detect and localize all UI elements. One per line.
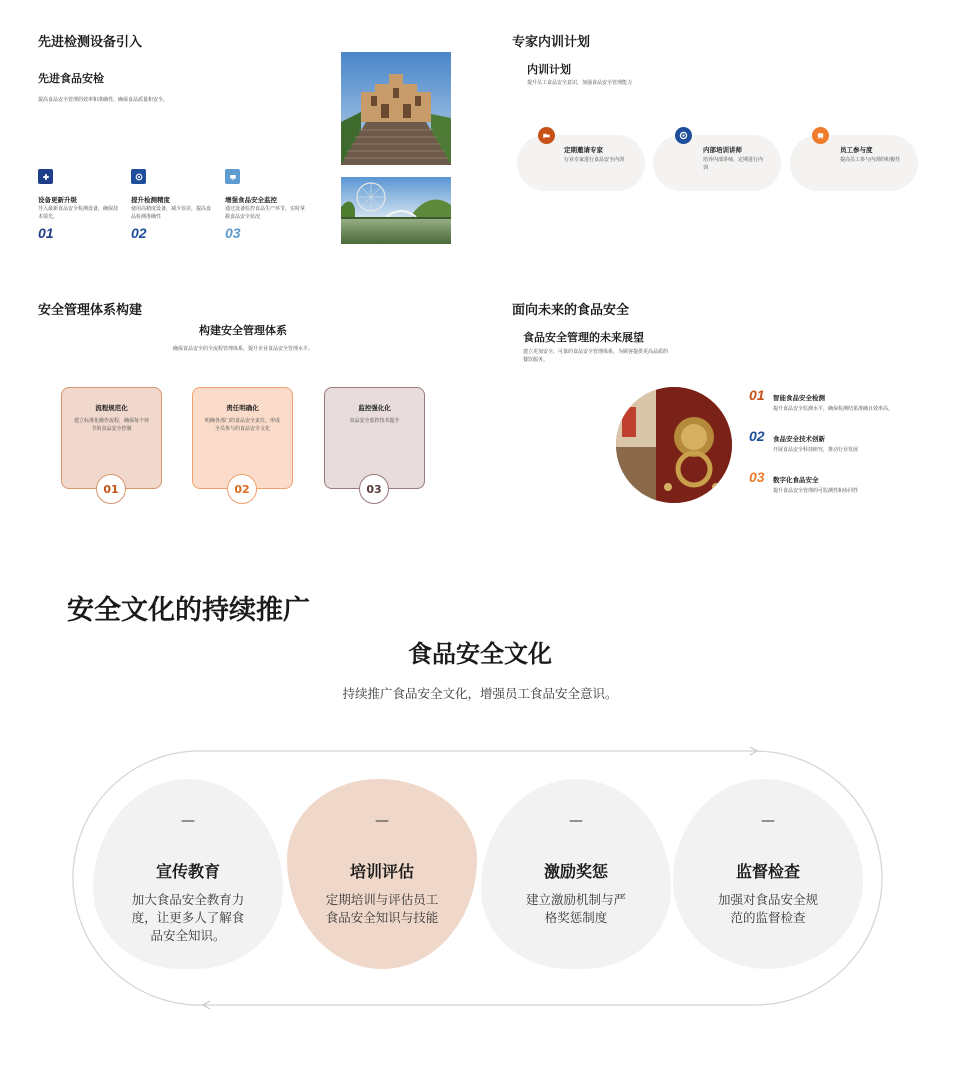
item-title: 监督检查	[735, 862, 800, 881]
future-item-title: 食品安全技术创新	[773, 435, 825, 443]
future-item-title: 数字化食品安全	[773, 476, 819, 484]
slide2-subtitle: 内训计划	[527, 63, 571, 76]
slide3-title: 安全管理体系构建	[38, 303, 143, 318]
card-title: 流程规范化	[95, 404, 128, 412]
feature-number: 03	[225, 224, 241, 241]
item-desc: 加大食品安全教育力度，让更多人了解食品安全知识。	[131, 892, 245, 944]
item-title: 激励奖惩	[543, 862, 608, 881]
slide5-title: 安全文化的持续推广	[67, 595, 310, 626]
item-title: 培训评估	[349, 862, 414, 881]
slide5-subtitle: 食品安全文化	[408, 640, 552, 668]
item-desc: 建立激励机制与严格奖惩制度	[525, 892, 626, 926]
future-item-number: 01	[749, 387, 765, 403]
feature-desc: 使用高精度设备，减少误差，提高食品检测准确性	[131, 206, 212, 220]
card-desc: 明确各部门的食品安全责任，形成全员参与的食品安全文化	[204, 418, 280, 432]
future-item-title: 智能食品安全检测	[773, 394, 825, 402]
training-item-desc: 行业专家进行食品安全内训	[564, 157, 625, 163]
item-title: 宣传教育	[155, 862, 220, 881]
item-dash: —	[181, 813, 195, 829]
feature-desc: 通过设备监控食品生产环节，实时掌握食品安全状况	[225, 206, 306, 220]
card-title: 责任明确化	[226, 404, 259, 412]
item-dash: —	[375, 813, 389, 829]
item-desc: 加强对食品安全规范的监督检查	[717, 892, 818, 926]
card-number: 03	[359, 474, 389, 504]
future-item-desc: 提升食品安全监测水平，确保检测结果准确且效率高。	[773, 406, 894, 412]
card-number: 02	[227, 474, 257, 504]
slide4-title: 面向未来的食品安全	[512, 303, 630, 318]
feature-title: 设备更新升级	[38, 196, 77, 204]
training-item-desc: 提高员工参与内训的积极性	[840, 157, 901, 163]
slide4-description: 建立更加安全、可靠的食品安全管理体系，为顾客提供更高品质的餐饮服务。	[523, 349, 669, 363]
feature-title: 增强食品安全监控	[225, 196, 277, 204]
card-title: 监控强化化	[358, 404, 391, 412]
slide1-description: 提高食品安全管理的效率和准确性，确保食品质量和安全。	[38, 97, 169, 103]
feature-number: 01	[38, 224, 54, 241]
slide3-subtitle: 构建安全管理体系	[199, 324, 287, 337]
slide5-description: 持续推广食品安全文化，增强员工食品安全意识。	[342, 686, 618, 701]
slide1-subtitle: 先进食品安检	[38, 72, 104, 85]
feature-desc: 导入最新食品安全检测设备，确保技术领先。	[38, 206, 119, 220]
card-desc: 食品安全监控技术提升	[349, 418, 400, 424]
training-item-title: 内部培训讲师	[703, 146, 742, 154]
card-desc: 建立标准化操作流程，确保每个环节的食品安全控制	[73, 418, 149, 432]
future-item-number: 03	[749, 469, 765, 485]
slide2-title: 专家内训计划	[512, 35, 591, 50]
item-dash: —	[761, 813, 775, 829]
training-item-title: 定期邀请专家	[564, 146, 603, 154]
training-item-desc: 培养内部讲师，定期进行内训	[703, 157, 764, 171]
slide1-title: 先进检测设备引入	[38, 35, 143, 50]
card-number: 01	[96, 474, 126, 504]
slide3-description: 确保食品安全的全流程管理体系，提升企业食品安全管理水平。	[172, 346, 313, 352]
feature-number: 02	[131, 224, 147, 241]
feature-title: 提升检测精度	[131, 196, 170, 204]
training-item-title: 员工参与度	[840, 146, 873, 154]
future-item-desc: 开展食品安全科技研究，推动行业发展	[773, 447, 859, 453]
slide4-subtitle: 食品安全管理的未来展望	[523, 331, 644, 344]
item-dash: —	[569, 813, 583, 829]
item-desc: 定期培训与评估员工食品安全知识与技能	[325, 892, 439, 926]
future-item-desc: 提升食品安全管理的可监测性和协同性	[773, 488, 859, 494]
slide2-description: 提升员工食品安全意识，加强食品安全管理能力	[527, 80, 633, 86]
future-item-number: 02	[749, 428, 765, 444]
